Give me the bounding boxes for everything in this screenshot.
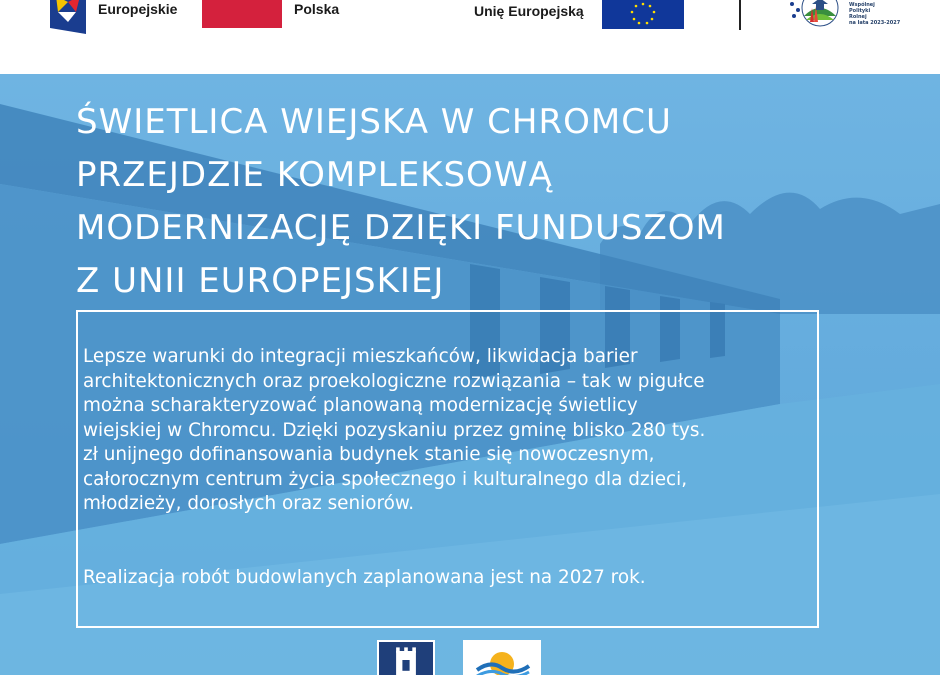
eu-funded-label: Unię Europejską <box>474 3 584 19</box>
banner <box>0 74 940 675</box>
common-agricultural-policy-logo <box>784 0 844 32</box>
common-agricultural-policy-label: Wspólnej Polityki Rolnej na lata 2023-2027 <box>849 2 901 26</box>
european-funds-label: Europejskie <box>98 1 178 17</box>
eu-flag <box>602 0 684 29</box>
logo-strip <box>0 0 940 74</box>
headline <box>76 96 836 308</box>
description-box <box>76 310 819 628</box>
headline-line: MODERNIZACJĘ DZIĘKI FUNDUSZOM <box>76 208 726 248</box>
poland-flag <box>202 0 282 28</box>
european-funds-logo <box>50 0 86 34</box>
logo-divider <box>739 0 741 30</box>
partner-logos <box>0 640 940 675</box>
headline-line: Z UNII EUROPEJSKIEJ <box>76 261 445 301</box>
municipality-crest-logo <box>377 640 435 675</box>
poland-label: Polska <box>294 1 340 17</box>
description-paragraph: Lepsze warunki do integracji mieszkańców, likwidacja barier architektonicznych oraz proekologiczne rozwiązania – tak w pigułce można scharakteryzować planowaną modernizację świetlicy wiejskiej w Chromcu. Dzięki pozyskaniu przez gminę blisko 280 tys. zł unijnego dofinansowania budynek stanie się nowoczesnym, całorocznym centrum życia społecznego i kulturalnego dla dzieci, młodzieży, dorosłych oraz seniorów. <box>83 346 706 514</box>
headline-line: ŚWIETLICA WIEJSKA W CHROMCU <box>76 102 672 142</box>
local-action-group-logo <box>463 640 541 675</box>
schedule-paragraph: Realizacja robót budowlanych zaplanowana jest na 2027 rok. <box>83 567 646 588</box>
headline-line: PRZEJDZIE KOMPLEKSOWĄ <box>76 155 553 195</box>
